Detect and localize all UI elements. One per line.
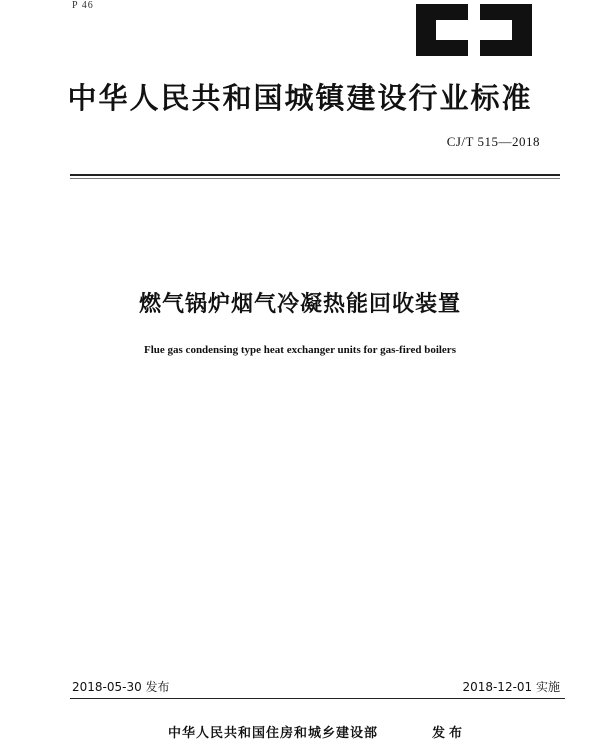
- main-title: 中华人民共和国城镇建设行业标准: [67, 81, 533, 115]
- cj-logo: [416, 2, 536, 58]
- classification-code: P 46: [72, 0, 94, 11]
- publish-label: 发布: [432, 726, 467, 741]
- header-divider: [70, 174, 560, 176]
- document-title-cn: 燃气锅炉烟气冷凝热能回收装置: [138, 292, 461, 317]
- footer-divider: [70, 698, 565, 699]
- implementation-date: 2018-12-01 实施: [462, 680, 560, 694]
- document-title-en: Flue gas condensing type heat exchanger units for gas-fired boilers: [144, 344, 456, 356]
- header-divider-thin: [70, 178, 560, 179]
- publisher-name: 中华人民共和国住房和城乡建设部: [168, 726, 379, 741]
- issue-date: 2018-05-30 发布: [72, 680, 170, 694]
- standard-code: CJ/T 515—2018: [446, 134, 540, 149]
